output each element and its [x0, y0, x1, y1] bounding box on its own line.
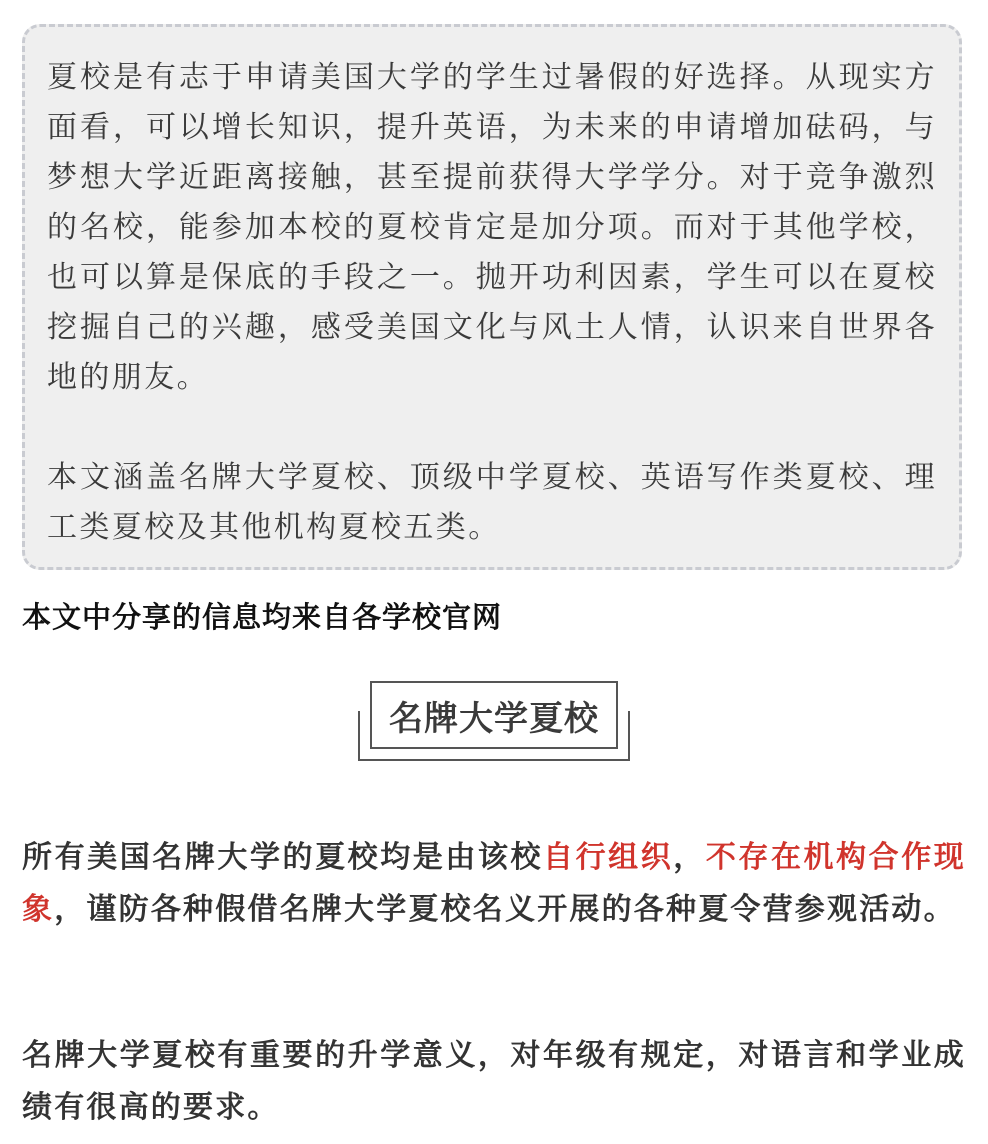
intro-paragraph-2: 本文涵盖名牌大学夏校、顶级中学夏校、英语写作类夏校、理工类夏校及其他机构夏校五类。	[47, 460, 937, 545]
highlight-self-organized: 自行组织	[543, 840, 674, 875]
source-note: 本文中分享的信息均来自各学校官网	[22, 600, 503, 634]
body-paragraph-1	[22, 832, 966, 936]
section-heading: 名牌大学夏校	[389, 698, 599, 739]
section-heading-box	[370, 681, 618, 749]
body-paragraph-1-part-1: 所有美国名牌大学的夏校均是由该校	[22, 840, 544, 875]
highlight-no-agency-cooperation: 不存在机构合作现象	[22, 840, 967, 927]
body-paragraph-1-part-2: ，	[673, 840, 706, 875]
body-paragraph-1-part-3: ，谨防各种假借名牌大学夏校名义开展的各种夏令营参观活动。	[54, 892, 956, 927]
section-heading-frame	[358, 681, 630, 761]
intro-box	[22, 24, 962, 570]
body-paragraph-2: 名牌大学夏校有重要的升学意义，对年级有规定，对语言和学业成绩有很高的要求。	[22, 1038, 966, 1125]
intro-paragraph-1: 夏校是有志于申请美国大学的学生过暑假的好选择。从现实方面看，可以增长知识，提升英语，为未来的申请增加砝码，与梦想大学近距离接触，甚至提前获得大学学分。对于竞争激烈的名校，能参加本校的夏校肯定是加分项。而对于其他学校，也可以算是保底的手段之一。抛开功利因素，学生可以在夏校挖掘自己的兴趣，感受美国文化与风土人情，认识来自世界各地的朋友。	[47, 60, 937, 395]
